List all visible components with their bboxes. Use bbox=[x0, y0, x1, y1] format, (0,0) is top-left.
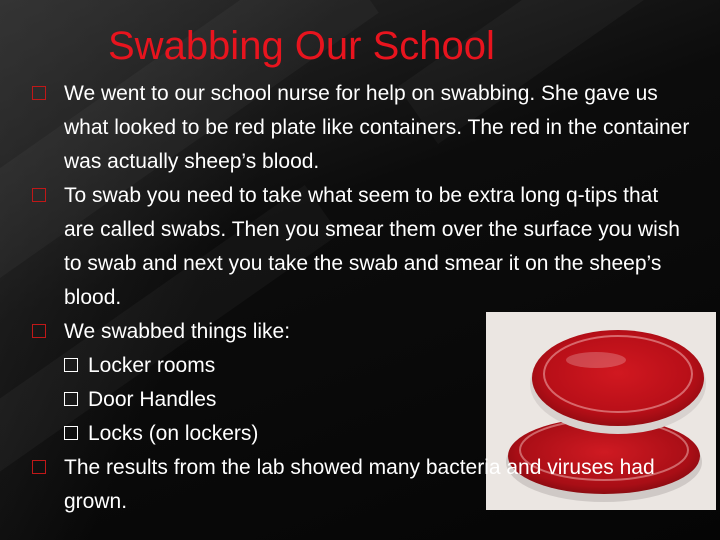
bullet-item bbox=[32, 179, 692, 315]
slide-title: Swabbing Our School bbox=[108, 24, 495, 68]
bullet-box-icon bbox=[32, 86, 46, 100]
bullet-text: We went to our school nurse for help on swabbing. She gave us what looked to be red plate like containers. The red in the container was actually sheep’s blood. bbox=[64, 82, 690, 173]
sub-bullet-item bbox=[32, 383, 692, 417]
slide-body bbox=[32, 77, 692, 519]
sub-bullet-text: Locks (on lockers) bbox=[88, 422, 259, 445]
bullet-text: The results from the lab showed many bacteria and viruses had grown. bbox=[64, 456, 655, 513]
sub-bullet-box-icon bbox=[64, 392, 78, 406]
bullet-box-icon bbox=[32, 188, 46, 202]
sub-bullet-box-icon bbox=[64, 426, 78, 440]
bullet-box-icon bbox=[32, 324, 46, 338]
sub-bullet-text: Door Handles bbox=[88, 388, 217, 411]
bullet-text: We swabbed things like: bbox=[64, 320, 291, 343]
sub-bullet-item bbox=[32, 417, 692, 451]
sub-bullet-box-icon bbox=[64, 358, 78, 372]
bullet-item bbox=[32, 451, 692, 519]
bullet-item bbox=[32, 315, 692, 349]
sub-bullet-text: Locker rooms bbox=[88, 354, 216, 377]
bullet-box-icon bbox=[32, 460, 46, 474]
bullet-item bbox=[32, 77, 692, 179]
sub-bullet-item bbox=[32, 349, 692, 383]
bullet-text: To swab you need to take what seem to be extra long q-tips that are called swabs. Then you smear them over the surface you wish to swab and next you take the swab and smear it on the sheep’s blood. bbox=[64, 184, 680, 309]
